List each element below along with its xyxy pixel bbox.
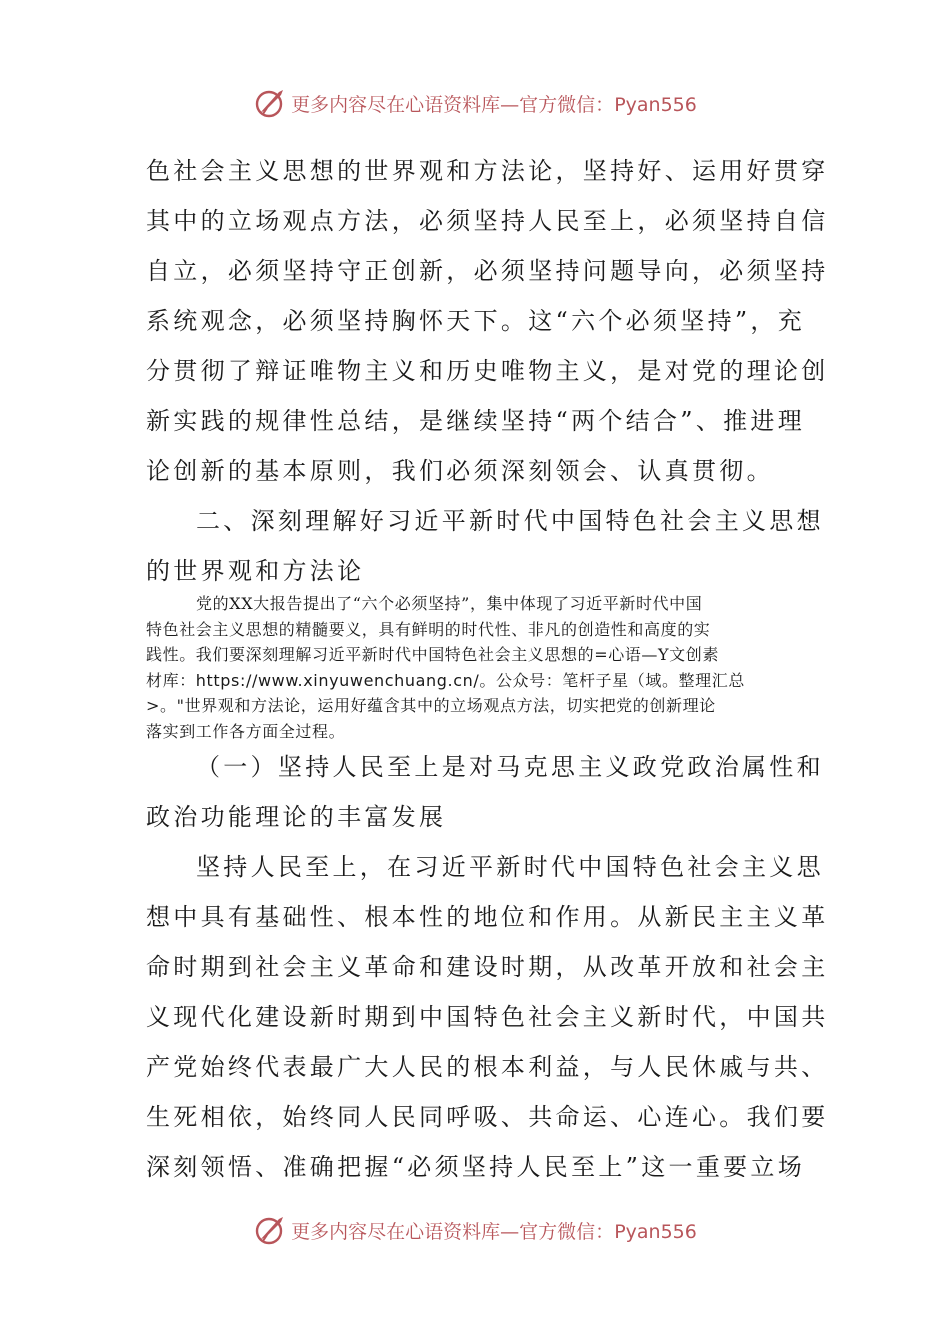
footer-banner [0, 1210, 950, 1250]
footer-wechat-id: Pyan556 [614, 1220, 697, 1243]
footer-site-name: 更多内容尽在心语资料库 [291, 1220, 501, 1243]
paragraph-line: 坚持人民至上，在习近平新时代中国特色社会主义思 [196, 853, 824, 881]
small-line: >。"世界观和方法论，运用好蕴含其中的立场观点方法，切实把党的创新理论 [146, 696, 716, 715]
small-line: 践性。我们要深刻理解习近平新时代中国特色社会主义思想的=心语—Y文创素 [146, 645, 719, 664]
paragraph-line: 自立，必须坚持守正创新，必须坚持问题导向，必须坚持 [146, 257, 829, 285]
paragraph-line: 产党始终代表最广大人民的根本利益，与人民休戚与共、 [146, 1053, 829, 1081]
footer-wechat-label: 官方微信： [519, 1220, 615, 1243]
paragraph-line: 论创新的基本原则，我们必须深刻领会、认真贯彻。 [146, 457, 774, 485]
header-wechat-id: Pyan556 [614, 93, 697, 116]
quill-logo-icon [253, 86, 287, 120]
paragraph-line: 色社会主义思想的世界观和方法论，坚持好、运用好贯穿 [146, 157, 829, 185]
subsection-heading-line: （一）坚持人民至上是对马克思主义政党政治属性和 [196, 753, 824, 781]
small-line: 党的XX大报告提出了“六个必须坚持”，集中体现了习近平新时代中国 [196, 594, 703, 613]
paragraph-line: 想中具有基础性、根本性的地位和作用。从新民主主义革 [146, 903, 829, 931]
paragraph-line: 其中的立场观点方法，必须坚持人民至上，必须坚持自信 [146, 207, 829, 235]
small-line: 落实到工作各方面全过程。 [146, 721, 346, 741]
footer-text [291, 1217, 697, 1244]
body-text-bottom [146, 742, 829, 1192]
footer-separator: — [500, 1220, 520, 1243]
paragraph-line: 系统观念，必须坚持胸怀天下。这“六个必须坚持”，充 [146, 307, 806, 335]
body-text-top [146, 146, 829, 596]
header-wechat-label: 官方微信： [519, 93, 615, 116]
section-heading-line: 二、深刻理解好习近平新时代中国特色社会主义思想 [196, 507, 824, 535]
small-paragraph [146, 591, 806, 744]
small-line: 特色社会主义思想的精髓要义，具有鲜明的时代性、非凡的创造性和高度的实 [146, 619, 711, 639]
small-line-url: 材库：https://www.xinyuwenchuang.cn/。公众号：笔杆子星（域。整理汇总 [146, 670, 745, 690]
section-heading-line: 的世界观和方法论 [146, 557, 365, 585]
header-site-name: 更多内容尽在心语资料库 [291, 93, 501, 116]
paragraph-line: 深刻领悟、准确把握“必须坚持人民至上”这一重要立场 [146, 1153, 806, 1181]
header-separator: — [500, 93, 520, 116]
paragraph-line: 义现代化建设新时期到中国特色社会主义新时代，中国共 [146, 1003, 829, 1031]
subsection-heading-line: 政治功能理论的丰富发展 [146, 803, 447, 831]
quill-logo-icon [253, 1213, 287, 1247]
paragraph-line: 命时期到社会主义革命和建设时期，从改革开放和社会主 [146, 953, 829, 981]
paragraph-line: 生死相依，始终同人民同呼吸、共命运、心连心。我们要 [146, 1103, 829, 1131]
header-banner [0, 83, 950, 123]
paragraph-line: 新实践的规律性总结，是继续坚持“两个结合”、推进理 [146, 407, 806, 435]
header-text [291, 90, 697, 117]
paragraph-line: 分贯彻了辩证唯物主义和历史唯物主义，是对党的理论创 [146, 357, 829, 385]
